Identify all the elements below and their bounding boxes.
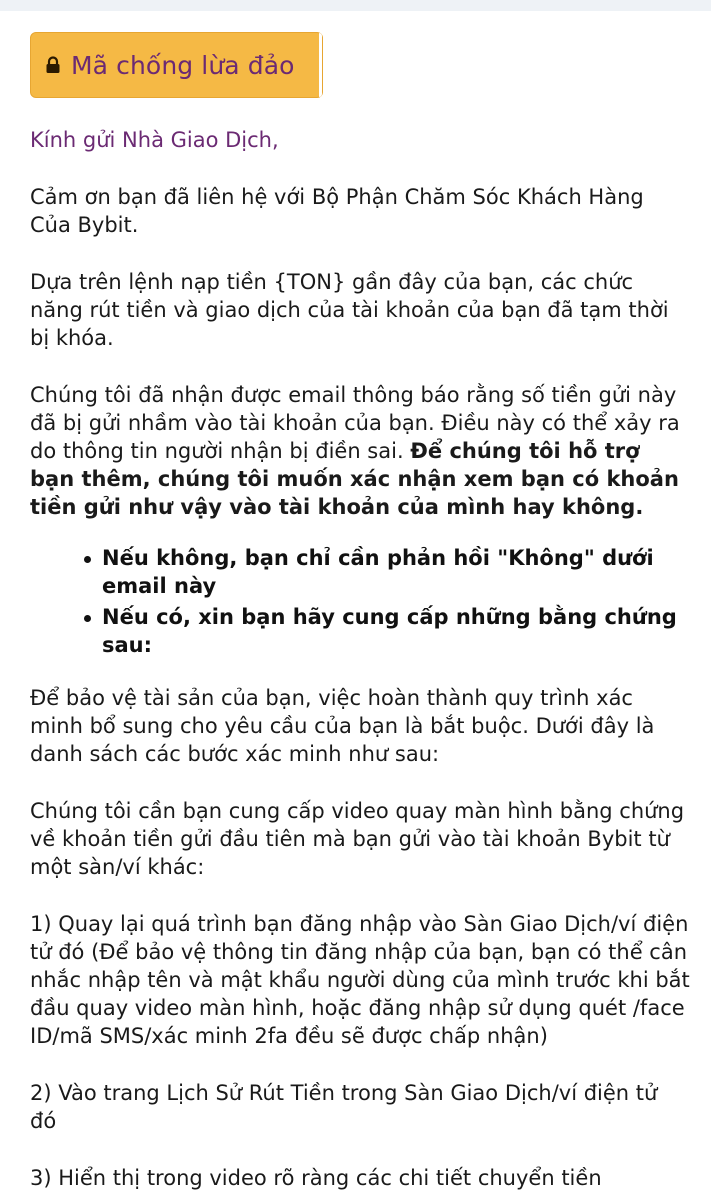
mistaken-deposit-text: Chúng tôi đã nhận được email thông báo rằng số tiền gửi này đã bị gửi nhầm vào tài khoản của bạn. Điều này có thể xảy ra do thông tin người nhận bị điền sai. <box>30 383 680 463</box>
email-body <box>30 32 690 1192</box>
lock-icon <box>45 56 61 74</box>
paragraph-thanks: Cảm ơn bạn đã liên hệ với Bộ Phận Chăm Sóc Khách Hàng Của Bybit. <box>30 185 644 237</box>
step-3: 3) Hiển thị trong video rõ ràng các chi tiết chuyển tiền <box>30 1166 602 1190</box>
greeting: Kính gửi Nhà Giao Dịch, <box>30 128 279 152</box>
list-item: Nếu có, xin bạn hãy cung cấp những bằng chứng sau: <box>102 603 690 659</box>
step-2: 2) Vào trang Lịch Sử Rút Tiền trong Sàn Giao Dịch/ví điện tử đó <box>30 1081 658 1133</box>
paragraph-account-locked: Dựa trên lệnh nạp tiền {TON} gần đây của bạn, các chức năng rút tiền và giao dịch của tài khoản của bạn đã tạm thời bị khóa. <box>30 270 669 350</box>
step-1: 1) Quay lại quá trình bạn đăng nhập vào Sàn Giao Dịch/ví điện tử đó (Để bảo vệ thông tin đăng nhập của bạn, bạn có thể cân nhắc nhập tên và mật khẩu người dùng của mình trước khi bắt đầu quay video màn hình, hoặc đăng nhập sử dụng quét /face ID/mã SMS/xác minh 2fa đều sẽ được chấp nhận) <box>30 912 690 1048</box>
paragraph-video-request: Chúng tôi cần bạn cung cấp video quay màn hình bằng chứng về khoản tiền gửi đầu tiên mà bạn gửi vào tài khoản Bybit từ một sàn/ví khác: <box>30 799 685 879</box>
confirmation-request-text: Để chúng tôi hỗ trợ bạn thêm, chúng tôi muốn xác nhận xem bạn có khoản tiền gửi như vậy vào tài khoản của mình hay không. <box>30 439 679 519</box>
anti-phishing-label: Mã chống lừa đảo <box>71 50 295 80</box>
paragraph-verification-required: Để bảo vệ tài sản của bạn, việc hoàn thành quy trình xác minh bổ sung cho yêu cầu của bạn là bắt buộc. Dưới đây là danh sách các bước xác minh như sau: <box>30 686 655 766</box>
response-options-list <box>30 544 690 659</box>
top-status-strip <box>0 0 711 11</box>
anti-phishing-code-badge <box>30 32 323 98</box>
list-item: Nếu không, bạn chỉ cần phản hồi "Không" dưới email này <box>102 544 690 600</box>
paragraph-mistaken-deposit <box>30 381 690 521</box>
